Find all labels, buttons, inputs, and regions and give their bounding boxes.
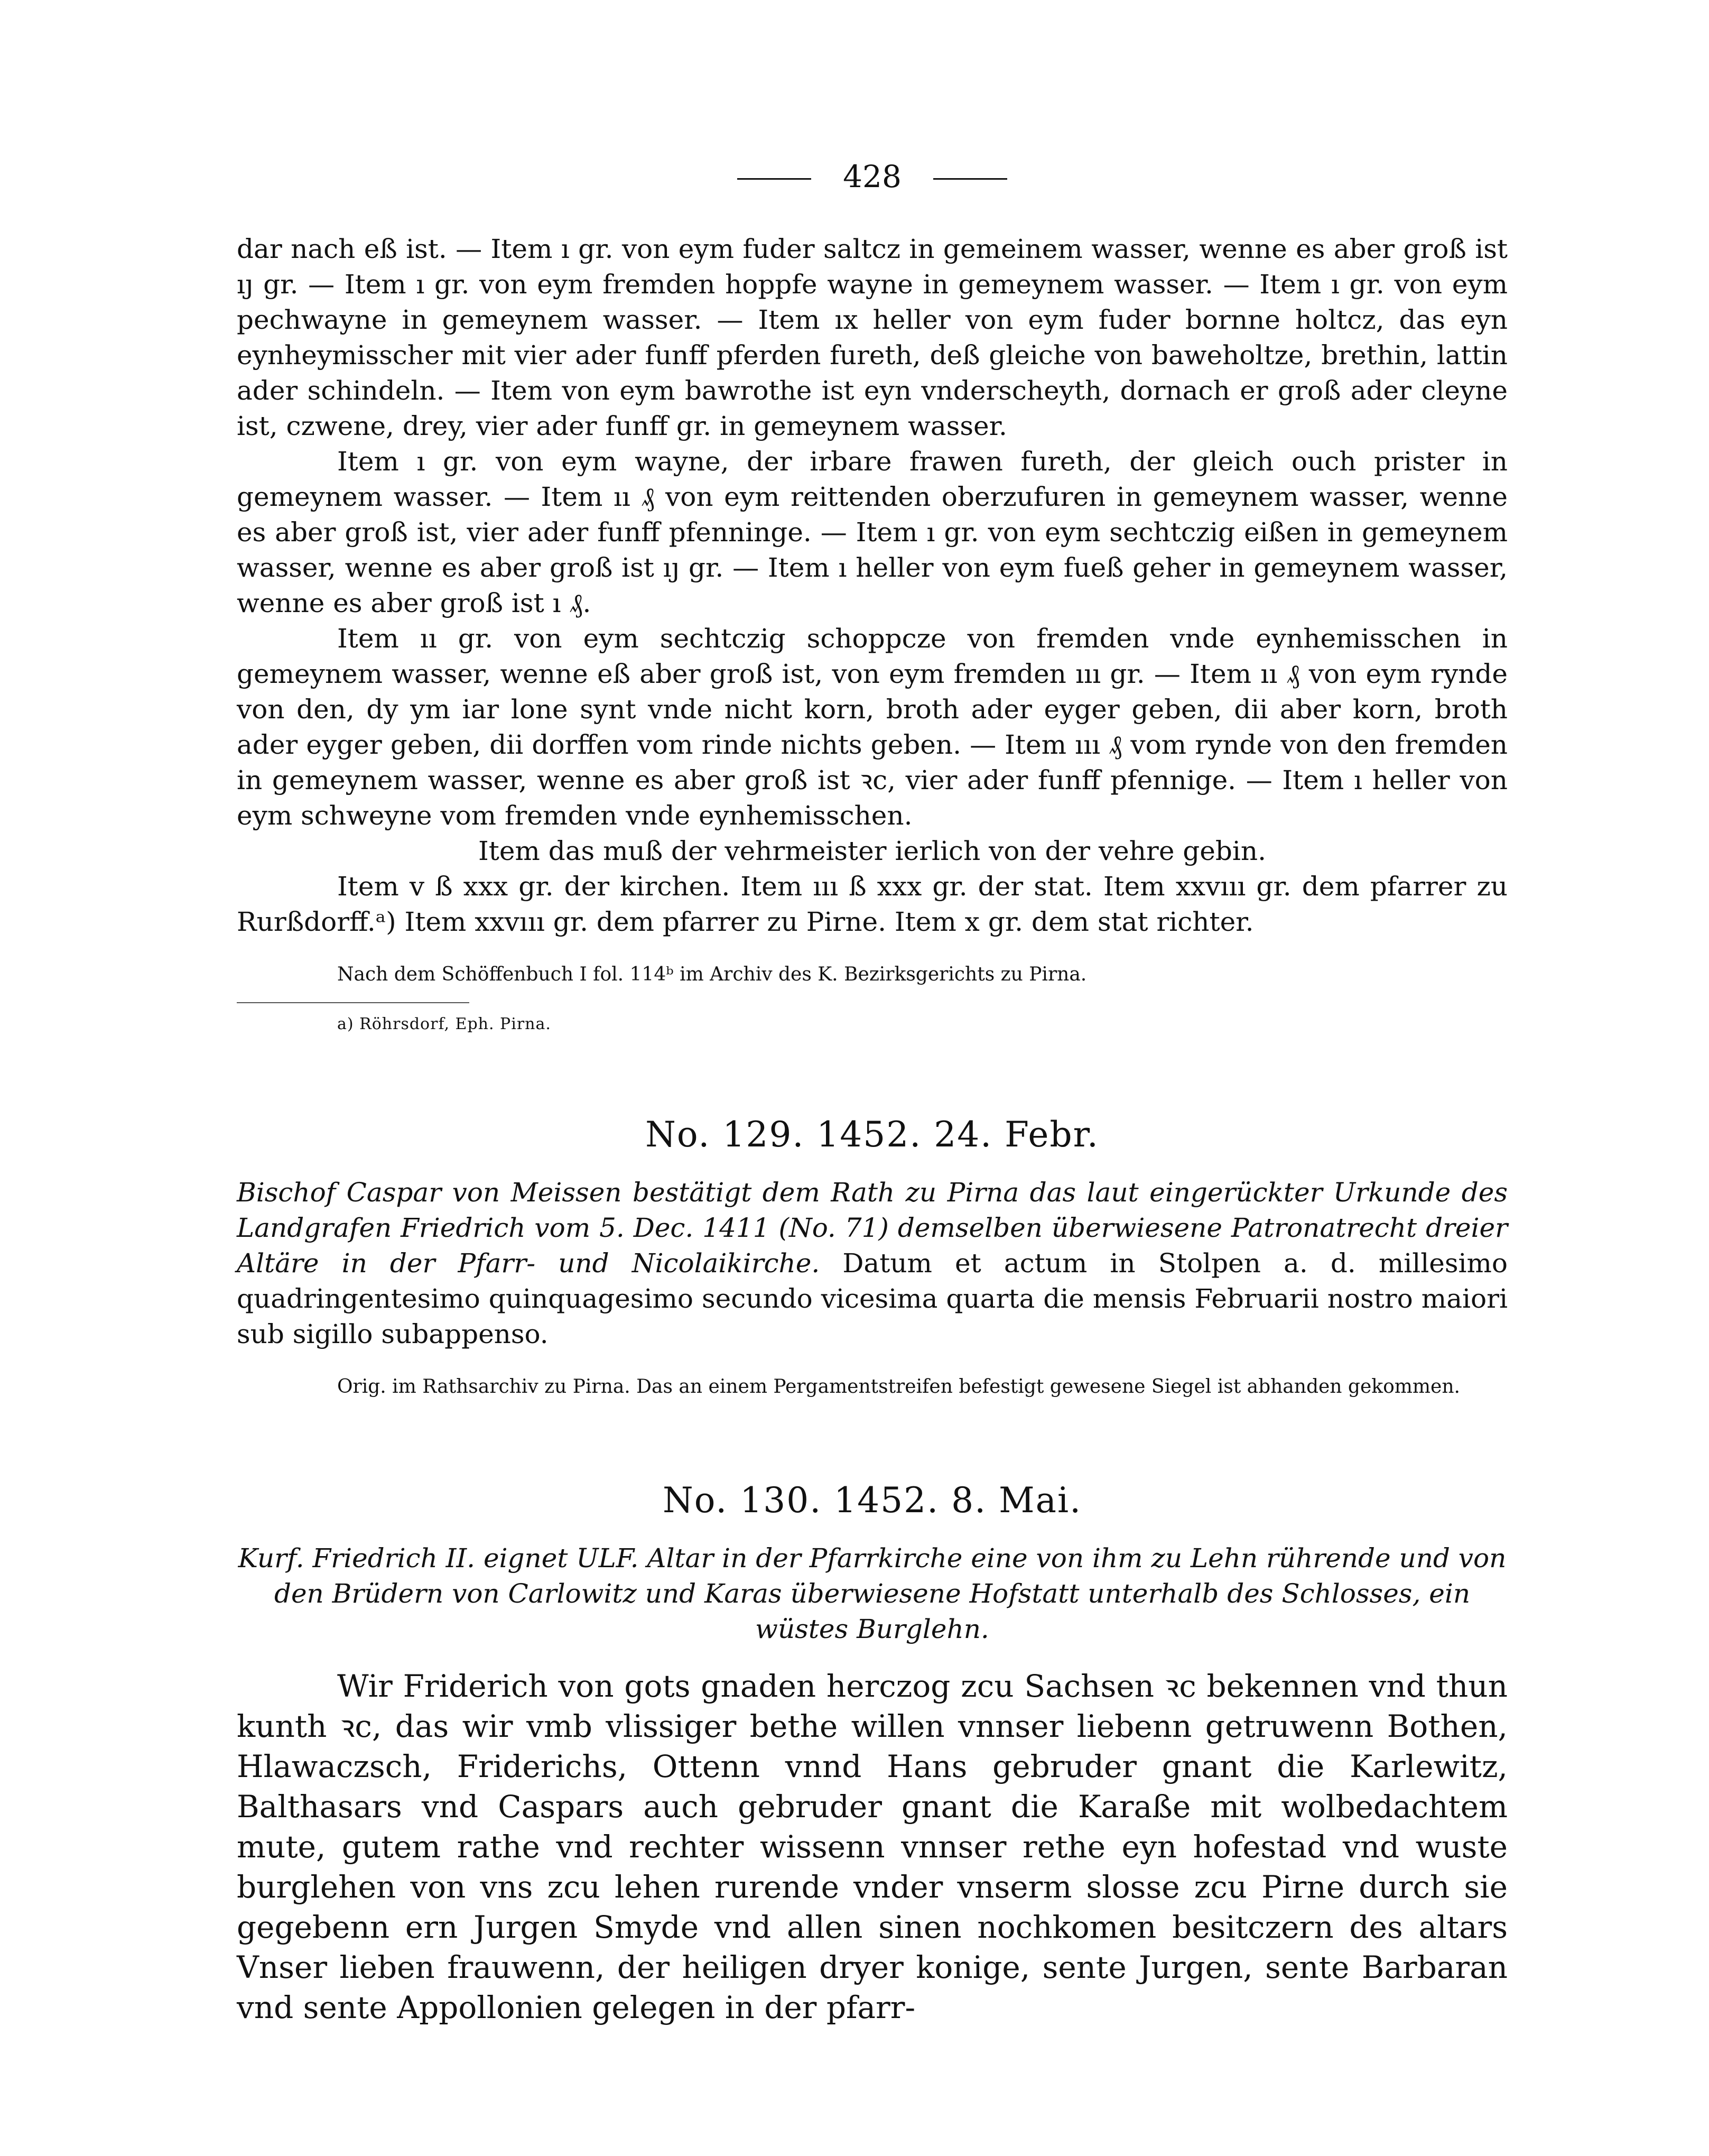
dash-left [737, 178, 811, 180]
paragraph-4: Item das muß der vehrmeister ierlich von der vehre gebin. [478, 836, 1266, 866]
charter-text-130: Wir Friderich von gots gnaden herczog zcu Sachsen ꝛc bekennen vnd thun kunth ꝛc, das wir vmb vlissiger bethe willen vnnser liebenn getruwenn Bothen, Hlawaczsch, Friderichs, Ottenn vnnd Hans gebruder gnant die Karlewitz, Balthasars vnd Caspars auch gebruder gnant die Karaße mit wolbedachtem mute, gutem rathe vnd rechter wissenn vnnser rethe eyn hofestad vnd wuste burglehen von vns zcu lehen rurende vnder vnserm slosse zcu Pirne durch sie gegebenn ern Jurgen Smyde vnd allen sinen nochkomen besitczern des altars Vnser lieben frauwenn, der heiligen dryer konige, sente Jurgen, sente Barbaran vnd sente Appollonien gelegen in der pfarr- [237, 1668, 1508, 2025]
regest-129-latin: Datum et actum in Stolpen a. d. millesimo quadringentesimo quinquagesimo secundo vicesima quarta die mensis Februarii nostro maiori sub sigillo subappenso. [237, 1248, 1508, 1349]
source-note: Nach dem Schöffenbuch I fol. 114ᵇ im Archiv des K. Bezirksgerichts zu Pirna. [337, 964, 1087, 985]
page-number-row [237, 159, 1508, 195]
paragraph-3: Item ıı gr. von eym sechtczig schoppcze von fremden vnde eynhemisschen in gemeynem wasser, wenne eß aber groß ist, von eym fremden ııı gr. — Item ıı ₰ von eym rynde von den, dy ym iar lone synt vnde nicht korn, broth ader eyger geben, dii aber korn, broth ader eyger geben, dii dorffen vom rinde nichts geben. — Item ııı ₰ vom rynde von den fremden in gemeynem wasser, wenne es aber groß ist ꝛc, vier ader funff pfennige. — Item ı heller von eym schweyne vom fremden vnde eynhemisschen. [237, 623, 1508, 831]
archive-note-129: Orig. im Rathsarchiv zu Pirna. Das an einem Pergamentstreifen befestigt gewesene Siegel ist abhanden gekommen. [337, 1376, 1460, 1398]
regest-129 [237, 1175, 1508, 1352]
heading-no-129: No. 129. 1452. 24. Febr. [645, 1114, 1099, 1155]
paragraph-5: Item v ß xxx gr. der kirchen. Item ııı ß xxx gr. der stat. Item xxvııı gr. dem pfarrer zu Rurßdorff.ᵃ) Item xxvııı gr. dem pfarrer zu Pirne. Item x gr. dem stat richter. [237, 871, 1508, 937]
footnote-a: a) Röhrsdorf, Eph. Pirna. [337, 1015, 551, 1033]
regest-130: Kurf. Friedrich II. eignet ULF. Altar in der Pfarrkirche eine von ihm zu Lehn rührende und von den Brüdern von Carlowitz und Karas überwiesene Hofstatt unterhalb des Schlosses, ein wüstes Burglehn. [238, 1543, 1507, 1644]
page-number: 428 [843, 159, 902, 195]
footnote-rule [237, 1002, 469, 1003]
paragraph-2: Item ı gr. von eym wayne, der irbare frawen fureth, der gleich ouch prister in gemeynem wasser. — Item ıı ₰ von eym reittenden oberzufuren in gemeynem wasser, wenne es aber groß ist, vier ader funff pfenninge. — Item ı gr. von eym sechtczig eißen in gemeynem wasser, wenne es aber groß ist ıȷ gr. — Item ı heller von eym fueß geher in gemeynem wasser, wenne es aber groß ist ı ₰. [237, 446, 1508, 618]
paragraph-1: dar nach eß ist. — Item ı gr. von eym fuder saltcz in gemeinem wasser, wenne es aber groß ist ıȷ gr. — Item ı gr. von eym fremden hoppfe wayne in gemeynem wasser. — Item ı gr. von eym pechwayne in gemeynem wasser. — Item ıx heller von eym fuder bornne holtcz, das eyn eynheymisscher mit vier ader funff pferden fureth, deß gleiche von baweholtze, brethin, lattin ader schindeln. — Item von eym bawrothe ist eyn vnderscheyth, dornach er groß ader cleyne ist, czwene, drey, vier ader funff gr. in gemeynem wasser. [237, 234, 1508, 441]
regest-129-italic: Bischof Caspar von Meissen bestätigt dem Rath zu Pirna das laut eingerückter Urkunde des Landgrafen Friedrich vom 5. Dec. 1411 (No. 71) demselben überwiesene Patronatrecht dreier Altäre in der Pfarr- und Nicolaikirche. [237, 1177, 1508, 1279]
document-page [237, 143, 1508, 2058]
dash-right [933, 178, 1007, 180]
heading-no-130: No. 130. 1452. 8. Mai. [662, 1480, 1082, 1521]
